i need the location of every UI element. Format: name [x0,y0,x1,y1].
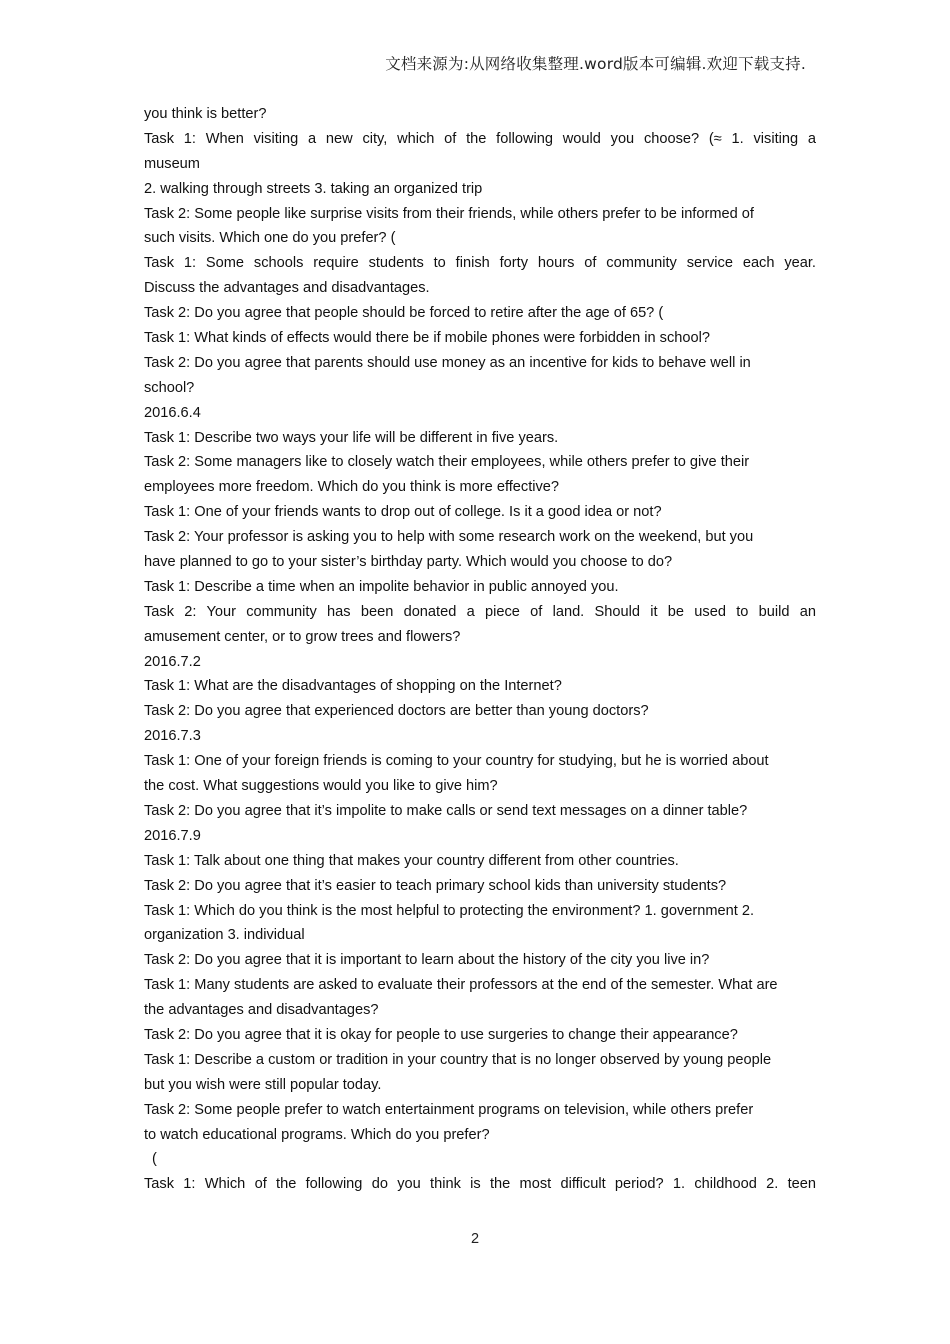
text-line: but you wish were still popular today. [144,1076,382,1093]
text-line: Task 1: One of your friends wants to drop out of college. Is it a good idea or not? [144,504,662,521]
text-line: Task 1: What are the disadvantages of shopping on the Internet? [144,678,562,695]
text-line: Task 1: One of your foreign friends is coming to your country for studying, but he is worried about [144,753,769,770]
page-number: 2 [470,1231,480,1247]
text-line: 2. walking through streets 3. taking an organized trip [144,180,483,197]
text-line: have planned to go to your sister’s birthday party. Which would you choose to do? [144,554,673,571]
text-line: Task 2: Your community has been donated a piece of land. Should it be used to build an [144,603,816,620]
text-line: you think is better? [144,106,267,122]
page-header: 文档来源为:从网络收集整理.word版本可编辑.欢迎下载支持. [385,55,806,73]
text-line: organization 3. individual [144,927,305,944]
date-heading: 2016.6.4 [144,404,201,421]
text-line: Task 2: Do you agree that it’s impolite to make calls or send text messages on a dinner table? [144,802,748,819]
document-body [144,102,816,1197]
text-line: Task 2: Some managers like to closely watch their employees, while others prefer to give their [144,454,750,471]
text-line: Task 1: Talk about one thing that makes your country different from other countries. [144,852,679,869]
text-line: Task 1: Some schools require students to finish forty hours of community service each year. [144,255,816,272]
text-line: Task 1: Describe a time when an impolite behavior in public annoyed you. [144,578,619,595]
text-line: ( [152,1151,157,1168]
text-line: Task 2: Some people prefer to watch entertainment programs on television, while others prefer [144,1101,754,1118]
date-heading: 2016.7.9 [144,827,201,844]
text-line: Task 2: Some people like surprise visits from their friends, while others prefer to be informed of [144,205,754,222]
text-line: Discuss the advantages and disadvantages. [144,280,430,297]
text-line: Task 2: Do you agree that it is okay for people to use surgeries to change their appearance? [144,1026,738,1043]
date-heading: 2016.7.2 [144,653,201,670]
text-line: Task 2: Do you agree that experienced doctors are better than young doctors? [144,703,649,720]
text-line: the advantages and disadvantages? [144,1002,379,1019]
date-heading: 2016.7.3 [144,728,201,745]
text-line: amusement center, or to grow trees and flowers? [144,628,461,645]
text-line: Task 2: Do you agree that parents should use money as an incentive for kids to behave well in [144,354,751,371]
text-line: such visits. Which one do you prefer? ( [144,230,396,247]
text-line: Task 1: Describe two ways your life will be different in five years. [144,429,559,446]
text-line: the cost. What suggestions would you like to give him? [144,778,498,795]
text-line: Task 2: Do you agree that people should be forced to retire after the age of 65? ( [144,305,664,322]
text-line: Task 1: Many students are asked to evaluate their professors at the end of the semester. What are [144,977,778,994]
text-line: museum [144,155,200,172]
text-line: school? [144,379,195,396]
text-line: to watch educational programs. Which do you prefer? [144,1126,490,1143]
text-line: Task 1: Which do you think is the most helpful to protecting the environment? 1. government 2. [144,902,755,919]
text-line: Task 1: When visiting a new city, which of the following would you choose? (≈ 1. visiting a [144,130,816,147]
text-line: employees more freedom. Which do you think is more effective? [144,479,560,496]
text-line: Task 2: Do you agree that it’s easier to teach primary school kids than university students? [144,877,727,894]
text-line: Task 1: Describe a custom or tradition in your country that is no longer observed by young people [144,1051,772,1068]
text-line: Task 2: Your professor is asking you to help with some research work on the weekend, but you [144,529,754,546]
text-line: Task 1: Which of the following do you think is the most difficult period? 1. childhood 2. teen [144,1176,816,1193]
text-line: Task 1: What kinds of effects would there be if mobile phones were forbidden in school? [144,330,710,347]
text-line: Task 2: Do you agree that it is important to learn about the history of the city you live in? [144,952,710,969]
